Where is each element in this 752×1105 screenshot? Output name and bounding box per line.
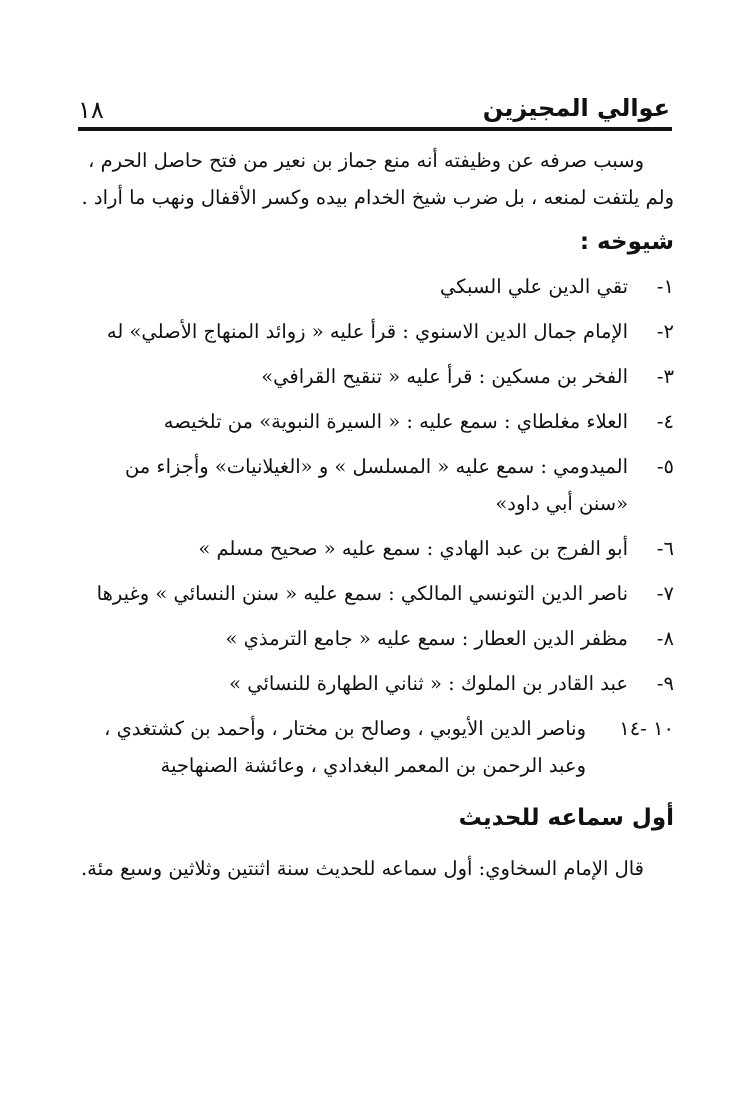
- item-number: ١-: [656, 275, 674, 298]
- list-item: [78, 665, 674, 702]
- item-number: ٩-: [656, 672, 674, 695]
- item-text: عبد القادر بن الملوك : « ثناني الطهارة للنسائي »: [229, 672, 628, 695]
- list-item: [78, 530, 674, 567]
- page-body: [78, 142, 674, 887]
- item-number: ٥-: [656, 455, 674, 478]
- item-text: أبو الفرج بن عبد الهادي : سمع عليه « صحيح مسلم »: [198, 537, 628, 560]
- item-text: الإمام جمال الدين الاسنوي : قرأ عليه « زوائد المنهاج الأصلي» له: [106, 320, 628, 343]
- item-text: تقي الدين علي السبكي: [439, 275, 628, 298]
- first-hearing-heading: أول سماعه للحديث: [458, 805, 674, 831]
- running-header: [78, 92, 670, 128]
- item-number: ٨-: [656, 627, 674, 650]
- list-item: [78, 358, 674, 395]
- item-text: مظفر الدين العطار : سمع عليه « جامع الترمذي »: [225, 627, 628, 650]
- list-item: [78, 710, 674, 784]
- item-number: ٣-: [656, 365, 674, 388]
- list-item: [78, 268, 674, 305]
- item-number: ٢-: [656, 320, 674, 343]
- teachers-heading: شيوخه :: [579, 229, 674, 255]
- intro-paragraph: وسبب صرفه عن وظيفته أنه منع جماز بن نعير من فتح حاصل الحرم ، ولم يلتفت لمنعه ، بل ضرب شيخ الخدام بيده وكسر الأقفال ونهب ما أراد .: [81, 149, 674, 209]
- page-number: ١٨: [78, 96, 104, 124]
- list-item: [78, 313, 674, 350]
- item-number: ٤-: [656, 410, 674, 433]
- first-hearing-paragraph: قال الإمام السخاوي: أول سماعه للحديث سنة اثنتين وثلاثين وسبع مئة.: [80, 857, 644, 880]
- item-number: ٦-: [656, 537, 674, 560]
- book-title: عوالي المجيزين: [482, 94, 670, 122]
- list-item: [78, 620, 674, 657]
- item-text: وناصر الدين الأيوبي ، وصالح بن مختار ، وأحمد بن كشتغدي ، وعبد الرحمن بن المعمر البغدادي ، وعائشة الصنهاجية: [104, 717, 586, 777]
- list-item: [78, 403, 674, 440]
- item-text: الفخر بن مسكين : قرأ عليه « تنقيح القرافي»: [261, 365, 628, 388]
- teachers-list: [78, 268, 674, 784]
- item-number: ٧-: [656, 582, 674, 605]
- item-text: ناصر الدين التونسي المالكي : سمع عليه « سنن النسائي » وغيرها: [96, 582, 628, 605]
- item-text: الميدومي : سمع عليه « المسلسل » و «الغيلانيات» وأجزاء من «سنن أبي داود»: [124, 455, 628, 515]
- header-rule: [78, 127, 672, 131]
- list-item: [78, 575, 674, 612]
- list-item: [78, 448, 674, 522]
- item-number: ١٠ -١٤: [619, 717, 674, 740]
- item-text: العلاء مغلطاي : سمع عليه : « السيرة النبوية» من تلخيصه: [163, 410, 628, 433]
